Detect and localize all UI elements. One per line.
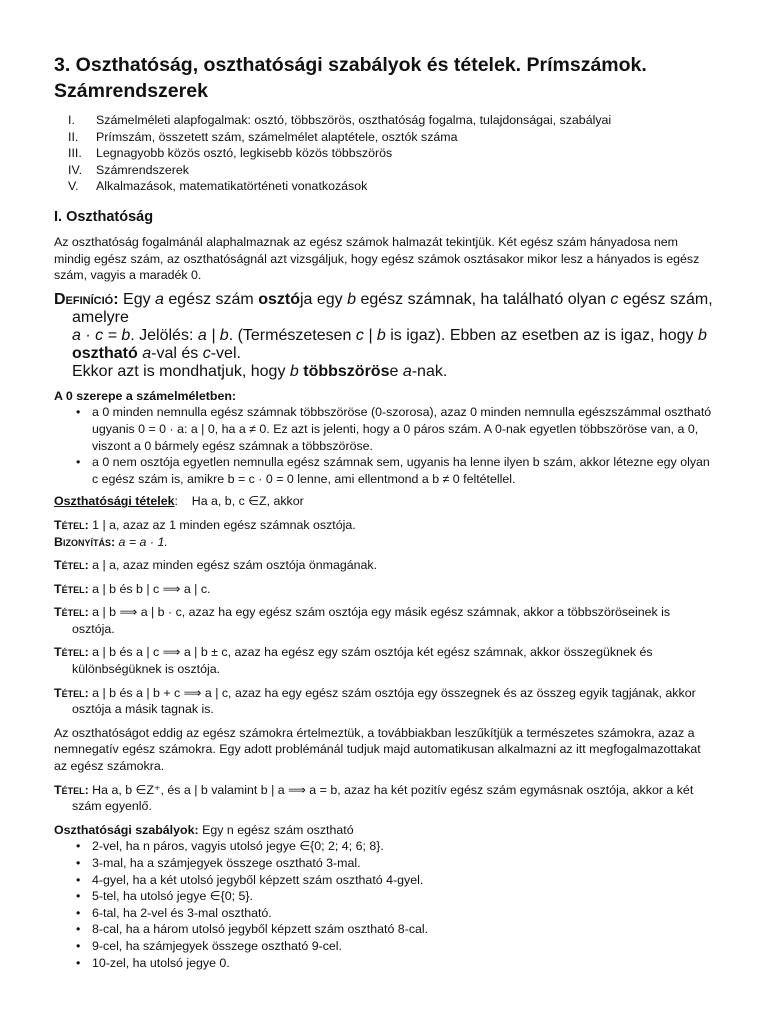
toc-number: V. [68,179,79,194]
definition-var: a [142,344,152,362]
rules-heading: Oszthatósági szabályok: [54,822,199,837]
definition-text: Egy [123,290,156,308]
toc-item [54,129,716,146]
toc-number: I. [68,113,75,127]
definition-text: -nak. [411,362,448,380]
theorem-label: Tétel: [54,645,89,660]
toc-item [54,178,716,195]
toc-text: Prímszám, összetett szám, számelmélet alaptétele, osztók száma [96,129,458,144]
definition-term: többszörös [303,362,390,380]
list-item: • 10-zel, ha utolsó jegye 0. [54,955,716,972]
toc-text: Legnagyobb közös osztó, legkisebb közös többszörös [96,146,393,161]
definition-formula: c | b [355,326,386,344]
theorem-label: Tétel: [54,685,89,700]
definition-label: Definíció: [54,290,119,308]
theorem-label: Tétel: [54,581,89,596]
rules-intro: Egy n egész szám osztható [202,822,354,837]
list-item: • 5-tel, ha utolsó jegye ∈{0; 5}. [54,888,716,905]
list-item: • 9-cel, ha számjegyek összege osztható 9-cel. [54,938,716,955]
definition-var: b [697,326,707,344]
definition-text: -vel. [210,344,241,362]
definition-var: b [347,290,357,308]
definition-var: c [202,344,211,362]
theorem-text: a | b és a | b + c ⟹ a | c, azaz ha egy egész szám osztója egy összegnek és az összeg egyik tagjának, akkor osztója a másik tagnak is. [72,685,696,717]
definition-text: ja egy [299,290,348,308]
theorem-label: Tétel: [54,605,89,620]
proof-text: a = a · 1. [118,534,168,549]
definition-term: osztó [258,290,300,308]
theorem-text: a | b és b | c ⟹ a | c. [92,581,211,596]
page-title: 3. Oszthatóság, oszthatósági szabályok és tételek. Prímszámok. Számrendszerek [54,54,647,102]
theorems-colon: : [174,494,178,509]
zero-role-heading: A 0 szerepe a számelméletben: [54,388,237,403]
zero-role-list [54,404,716,487]
definition-var: c [610,290,619,308]
definition-text: . (Természetesen [228,326,356,344]
list-item: • 2-vel, ha n páros, vagyis utolsó jegye ∈{0; 2; 4; 6; 8}. [54,838,716,855]
proof-label: Bizonyítás: [54,534,116,549]
section-heading: I. Oszthatóság [54,208,154,225]
theorem-label: Tétel: [54,782,89,797]
toc-text: Alkalmazások, matematikatörténeti vonatkozások [96,179,368,194]
toc-number: III. [68,146,82,161]
toc-item [54,162,716,179]
definition-text: e [389,362,403,380]
theorem-label: Tétel: [54,517,89,532]
theorem-text: a | b és a | c ⟹ a | b ± c, azaz ha egész egy szám osztója két egész számnak, akkor összegüknek és különbségüknek is osztója. [72,645,653,677]
definition-block [54,291,716,381]
definition-text: -val és [151,344,203,362]
toc-text: Számelméleti alapfogalmak: osztó, többszörös, oszthatóság fogalma, tulajdonságai, szabályai [96,113,612,127]
theorem-text: 1 | a, azaz az 1 minden egész számnak osztója. [92,517,356,532]
definition-text: Ekkor azt is mondhatjuk, hogy [72,362,290,380]
natural-numbers-paragraph: Az oszthatóságot eddig az egész számokra értelmeztük, a továbbiakban leszűkítjük a természetes számokra, azaz a nemnegatív egész számokra. Egy adott problémánál tudjuk majd automatikusan alkalmazni az itt megfogalmazottakat az egész számokra. [54,725,701,774]
list-item: • 8-cal, ha a három utolsó jegyből képzett szám osztható 8-cal. [54,921,716,938]
definition-text: egész szám, amelyre [72,290,713,326]
list-item: • 4-gyel, ha a két utolsó jegyből képzett szám osztható 4-gyel. [54,872,716,889]
definition-var: a [155,290,164,308]
definition-var: a [402,362,412,380]
intro-paragraph: Az oszthatóság fogalmánál alaphalmaznak az egész számok halmazát tekintjük. Két egész szám hányadosa nem mindig egész szám, az oszthatóságnál azt vizsgáljuk, hogy egész számok osztásakor mikor lesz a hányados is egész szám, vagyis a maradék 0. [54,234,700,283]
definition-text: egész szám [163,290,259,308]
toc-number: II. [68,129,79,144]
toc-number: IV. [68,162,83,177]
definition-text: . Jelölés: [130,326,198,344]
list-item: • a 0 minden nemnulla egész számnak többszöröse (0-szorosa), azaz 0 minden nemnulla egészszámmal osztható ugyanis 0 = 0 · a: a | 0, ha a ≠ 0. Ez azt is jelenti, hogy a 0 páros szám. A 0-nak egyetlen többszöröse van, a 0, viszont a 0 bármely egész számnak a többszöröse. [54,404,716,454]
theorem-label: Tétel: [54,558,89,573]
list-item: • 3-mal, ha a számjegyek összege osztható 3-mal. [54,855,716,872]
table-of-contents [54,112,716,195]
toc-text: Számrendszerek [96,162,189,177]
theorems-heading: Oszthatósági tételek [54,494,175,509]
divisibility-rules-list [54,838,716,971]
theorem-text: Ha a, b ∈Z⁺, és a | b valamint b | a ⟹ a = b, azaz ha két pozitív egész szám egymásnak osztója, akkor a két szám egyenlő. [72,782,694,814]
definition-term: osztható [72,344,138,362]
toc-item [54,112,716,129]
definition-formula: a | b [197,326,229,344]
theorem-text: a | a, azaz minden egész szám osztója önmagának. [92,558,378,573]
definition-var: b [289,362,299,380]
theorems-condition: Ha a, b, c ∈Z, akkor [191,494,304,509]
list-item: • 6-tal, ha 2-vel és 3-mal osztható. [54,905,716,922]
definition-text: is igaz). Ebben az esetben az is igaz, hogy [385,326,698,344]
toc-item [54,145,716,162]
list-item: • a 0 nem osztója egyetlen nemnulla egész számnak sem, ugyanis ha lenne ilyen b szám, akkor létezne egy olyan c egész szám is, amikre b = c · 0 = 0 lenne, ami ellentmond a b ≠ 0 feltétellel. [54,454,716,487]
theorem-text: a | b ⟹ a | b · c, azaz ha egy egész szám osztója egy másik egész számnak, akkor a többszöröseinek is osztója. [72,605,671,636]
definition-formula: a · c = b [72,326,131,344]
definition-text: egész számnak, ha található olyan [356,290,611,308]
